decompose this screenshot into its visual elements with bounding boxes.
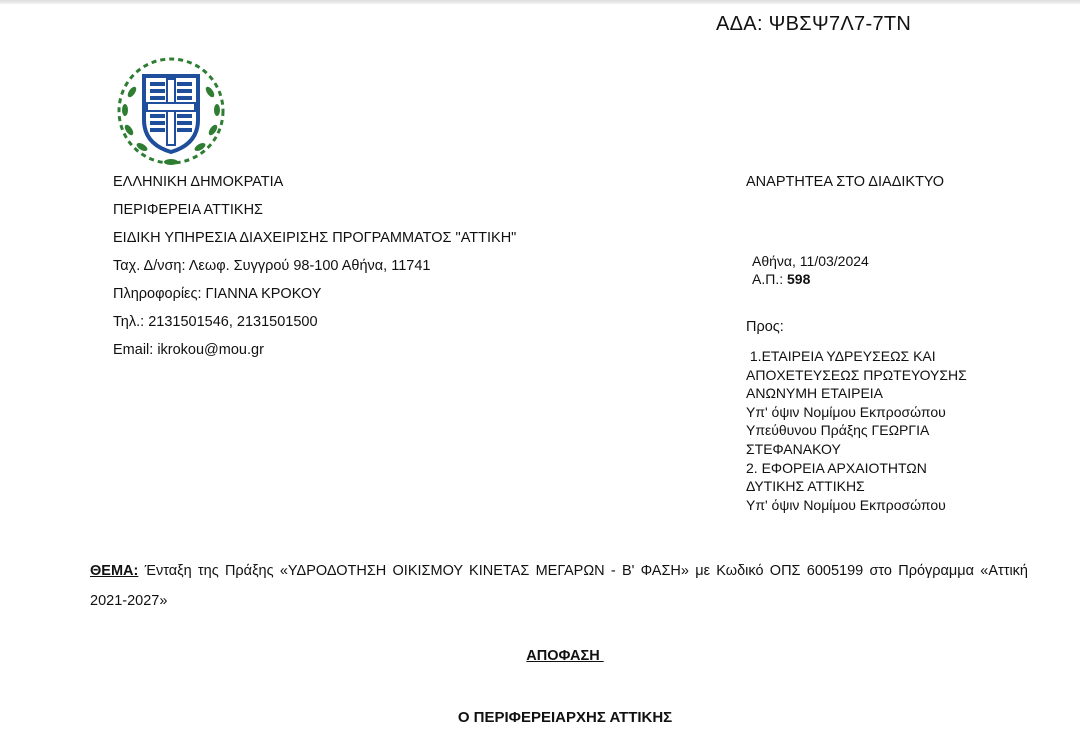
- publish-note: ΑΝΑΡΤΗΤΕΑ ΣΤΟ ΔΙΑΔΙΚΤΥΟ: [746, 174, 945, 190]
- recipient-line: ΣΤΕΦΑΝΑΚΟΥ: [746, 440, 841, 457]
- sender-country: ΕΛΛΗΝΙΚΗ ΔΗΜΟΚΡΑΤΙΑ: [113, 174, 284, 190]
- sender-address: Ταχ. Δ/νση: Λεωφ. Συγγρού 98-100 Αθήνα, 11741: [113, 258, 431, 274]
- sender-phone: Τηλ.: 2131501546, 2131501500: [113, 314, 318, 330]
- recipient-line: ΔΥΤΙΚΗΣ ΑΤΤΙΚΗΣ: [746, 478, 865, 495]
- recipient-line: Υπ' όψιν Νομίμου Εκπροσώπου: [746, 403, 946, 420]
- regional-governor-heading: Ο ΠΕΡΙΦΕΡΕΙΑΡΧΗΣ ΑΤΤΙΚΗΣ: [457, 709, 673, 726]
- recipients-block: [746, 347, 967, 514]
- greek-coat-of-arms-icon: [112, 52, 230, 170]
- decision-title: ΑΠΟΦΑΣΗ: [526, 648, 604, 664]
- document-date: Αθήνα, 11/03/2024: [752, 253, 869, 269]
- recipient-line: Υπ' όψιν Νομίμου Εκπροσώπου: [746, 496, 946, 513]
- protocol-number-line: [752, 270, 869, 288]
- date-protocol-block: [752, 252, 869, 288]
- recipient-line: 2. ΕΦΟΡΕΙΑ ΑΡΧΑΙΟΤΗΤΩΝ: [746, 459, 927, 476]
- subject-text: Ένταξη της Πράξης «ΥΔΡΟΔΟΤΗΣΗ ΟΙΚΙΣΜΟΥ ΚΙΝΕΤΑΣ ΜΕΓΑΡΩΝ - Β' ΦΑΣΗ» με Κωδικό ΟΠΣ 6005199 στο Πρόγραμμα «Αττική 2021-2027»: [90, 563, 1028, 609]
- sender-region: ΠΕΡΙΦΕΡΕΙΑ ΑΤΤΙΚΗΣ: [113, 202, 263, 218]
- subject-paragraph: [90, 556, 1028, 616]
- recipient-line: ΑΝΩΝΥΜΗ ΕΤΑΙΡΕΙΑ: [746, 385, 884, 402]
- sender-service: ΕΙΔΙΚΗ ΥΠΗΡΕΣΙΑ ΔΙΑΧΕΙΡΙΣΗΣ ΠΡΟΓΡΑΜΜΑΤΟΣ "ΑΤΤΙΚΗ": [113, 230, 517, 246]
- subject-label: ΘΕΜΑ:: [90, 563, 139, 579]
- protocol-label: Α.Π.:: [752, 271, 788, 287]
- recipient-line: Υπεύθυνου Πράξης ΓΕΩΡΓΙΑ: [746, 422, 930, 439]
- recipient-line: ΑΠΟΧΕΤΕΥΣΕΩΣ ΠΡΩΤΕΥΟΥΣΗΣ: [746, 366, 967, 383]
- sender-block: [113, 172, 516, 368]
- ada-code: ΑΔΑ: ΨΒΣΨ7Λ7-7ΤΝ: [716, 13, 912, 35]
- protocol-number: 598: [787, 271, 811, 287]
- sender-contact-person: Πληροφορίες: ΓΙΑΝΝΑ ΚΡΟΚΟΥ: [113, 286, 322, 302]
- decision-heading: [0, 648, 1080, 664]
- to-label: Προς:: [746, 319, 784, 335]
- page-top-edge: [0, 0, 1080, 4]
- sender-email: Email: ikrokou@mou.gr: [113, 342, 264, 358]
- recipient-line: 1.ΕΤΑΙΡΕΙΑ ΥΔΡΕΥΣΕΩΣ ΚΑΙ: [746, 348, 936, 364]
